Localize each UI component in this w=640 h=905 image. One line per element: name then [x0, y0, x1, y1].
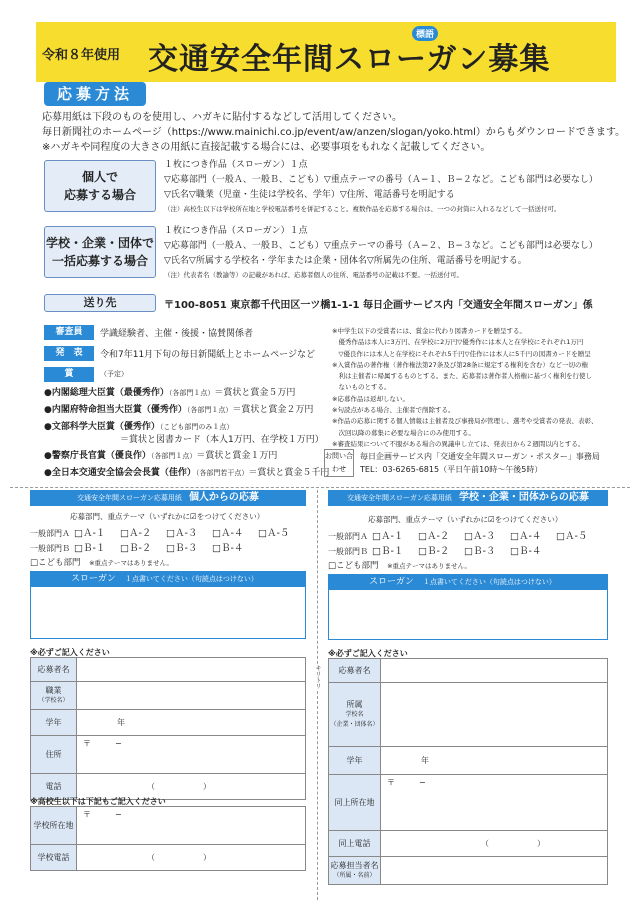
contact-phone: TEL：03-6265-6815（平日午前10時〜午後5時） [360, 465, 543, 474]
method-note: （注）高校生以下は学校所在地と学校電話番号を併記すること。複数作品を応募する場合は、一つの封筒に入れるなどして一括送付可。 [164, 205, 561, 213]
method-label-line: 学校・企業・団体で [45, 236, 154, 250]
slogan-field-right[interactable] [328, 574, 608, 640]
prize-item: ●全日本交通安全協会会長賞（佳作）（各部門若干点）＝賞状と賞金５千円 [44, 468, 330, 478]
field-label: 住所 [31, 736, 77, 774]
checkbox-b1[interactable]: □Ｂ-１ [74, 543, 106, 554]
checkbox-b2[interactable]: □Ｂ-２ [120, 543, 152, 554]
terms-notes [332, 326, 628, 450]
sendto-address: 〒100-8051 東京都千代田区一ツ橋1-1-1 毎日企画サービス内「交通安全年間スローガン」係 [164, 300, 593, 311]
intro-text [42, 110, 625, 155]
prizes-note: （予定） [100, 370, 128, 378]
kodomo-checkbox[interactable]: □こども部門 ※重点テーマはありません。 [328, 561, 471, 571]
year-label: 令和８年使用 [42, 48, 121, 63]
checkbox-a5[interactable]: □Ａ-５ [556, 531, 588, 542]
checkbox-a1[interactable]: □Ａ-１ [74, 528, 106, 539]
checkbox-a5[interactable]: □Ａ-５ [258, 528, 290, 539]
job-input[interactable] [77, 682, 306, 710]
form-right-title: 交通安全年間スローガン応募用紙 学校・企業・団体からの応募 [328, 490, 608, 506]
note-line: ないものとする。 [332, 383, 391, 392]
method-line: １枚につき作品（スローガン）１点 [164, 226, 308, 236]
announce-badge: 発 表 [44, 346, 94, 361]
checkbox-a2[interactable]: □Ａ-２ [418, 531, 450, 542]
note-line: 優秀作品は本人に3万円、在学校に2万円▽優秀作には本人と在学校にそれぞれ1万円 [332, 338, 584, 347]
category-row-b: 一般部門Ｂ □Ｂ-１ □Ｂ-２ □Ｂ-３ □Ｂ-４ [30, 540, 258, 554]
page-title: 交通安全年間スローガン募集 [148, 42, 551, 77]
prize-item: ●警察庁長官賞（優良作）（各部門１点）＝賞状と賞金１万円 [44, 451, 278, 461]
method-group-label [44, 226, 156, 278]
note-line: ※応募作品は返却しない。 [332, 394, 409, 403]
method-label-line: 一括応募する場合 [51, 254, 148, 268]
category-row-a: 一般部門Ａ □Ａ-１ □Ａ-２ □Ａ-３ □Ａ-４ □Ａ-５ [328, 528, 602, 542]
slogan-header: スローガン １点書いてください（句読点はつけない） [329, 575, 607, 590]
method-individual-text [164, 158, 598, 215]
how-to-apply-title: 応募方法 [44, 82, 146, 106]
prize-item: ●文部科学大臣賞（優秀作）（こども部門のみ１点） [44, 422, 234, 432]
prize-item-reward: ＝賞状と図書カード（本人1万円、在学校１万円） [120, 435, 324, 445]
method-note: （注）代表者名（教諭等）の記載があれば、応募者個人の住所、電話番号の記載は不要。一括送付可。 [164, 271, 463, 279]
field-label: 学校所在地 [31, 807, 77, 845]
note-line: ※中学生以下の受賞者には、賞金に代わり図書カードを贈呈する。 [332, 327, 526, 335]
method-label-line: 個人で [81, 170, 118, 184]
field-label: 応募者名 [31, 658, 77, 682]
address-input[interactable]: 〒 − [77, 736, 306, 774]
name-input[interactable] [381, 659, 608, 683]
checkbox-a3[interactable]: □Ａ-３ [166, 528, 198, 539]
contact-label: お問い合わせ [324, 449, 354, 477]
field-label: 応募者名 [329, 659, 381, 683]
method-line: ▽応募部門（一般Ａ、一般Ｂ、こども）▽重点テーマの番号（Ａ−１、Ｂ−２など。こども部門は必要なし） [164, 175, 598, 185]
required-note: ※必ずご記入ください [328, 649, 408, 658]
note-line: 次回以降の募集に必要な場合にのみ使用する。 [332, 428, 475, 437]
address-input[interactable]: 〒 − [381, 775, 608, 831]
cut-line-horizontal [10, 487, 630, 488]
intro-line: ※ハガキや同程度の大きさの用紙に直接記載する場合には、必要事項をもれなく記載してください。 [42, 142, 491, 153]
announce-text: 令和7年11月下旬の毎日新聞紙上とホームページなど [100, 350, 315, 360]
method-line: ▽氏名▽職業（児童・生徒は学校名、学年）▽住所、電話番号を明記する [164, 190, 455, 200]
method-individual-label [44, 160, 156, 212]
right-applicant-table [328, 658, 608, 885]
note-line: 利は主催者に帰属するものとする。また、応募者は著作者人格権に基づく権利を行使し [332, 372, 592, 381]
field-label: 学校電話 [31, 845, 77, 871]
field-label: 応募担当者名 （所属・名前） [329, 857, 381, 885]
grade-input[interactable]: 年 [381, 747, 608, 775]
field-label: 学年 [329, 747, 381, 775]
checkbox-b1[interactable]: □Ｂ-１ [372, 546, 404, 557]
prize-item: ●内閣府特命担当大臣賞（優秀作）（各部門１点）＝賞状と賞金２万円 [44, 405, 314, 415]
field-label: 同上所在地 [329, 775, 381, 831]
school-address-input[interactable]: 〒 − [77, 807, 306, 845]
hs-note: ※高校生以下は下記もご記入ください [30, 797, 166, 806]
note-line: ※句読点がある場合、主催者で削除する。 [332, 406, 455, 415]
method-label-line: 応募する場合 [63, 188, 136, 202]
cut-label: キリトリ [314, 665, 321, 689]
checkbox-a4[interactable]: □Ａ-４ [212, 528, 244, 539]
affiliation-input[interactable] [381, 683, 608, 747]
checkbox-b2[interactable]: □Ｂ-２ [418, 546, 450, 557]
method-line: ▽氏名▽所属する学校名・学年または企業・団体名▽所属先の住所、電話番号を明記する。 [164, 256, 527, 266]
grade-input[interactable]: 年 [77, 710, 306, 736]
phone-input[interactable]: （ ） [381, 831, 608, 857]
checkbox-a3[interactable]: □Ａ-３ [464, 531, 496, 542]
kodomo-checkbox[interactable]: □こども部門 ※重点テーマはありません。 [30, 558, 173, 568]
category-note: 応募部門、重点テーマ（いずれかに☑をつけてください） [368, 515, 563, 524]
note-line: ※入賞作品の著作権（著作権法第27条及び第28条に規定する権利を含む）など一切の権 [332, 360, 588, 369]
field-label: 職業 （学校名） [31, 682, 77, 710]
category-row-a: 一般部門Ａ □Ａ-１ □Ａ-２ □Ａ-３ □Ａ-４ □Ａ-５ [30, 525, 304, 539]
form-left-title: 交通安全年間スローガン応募用紙 個人からの応募 [30, 490, 306, 506]
contact-info [360, 450, 600, 476]
slogan-header: スローガン １点書いてください（句読点はつけない） [31, 572, 305, 587]
checkbox-a4[interactable]: □Ａ-４ [510, 531, 542, 542]
slogan-field-left[interactable] [30, 571, 306, 639]
left-school-table [30, 806, 306, 871]
method-line: １枚につき作品（スローガン）１点 [164, 160, 308, 170]
intro-line: 毎日新聞社のホームページ（https://www.mainichi.co.jp/event/aw/anzen/slogan/yoko.html）からもダウンロードできます。 [42, 127, 626, 138]
school-phone-input[interactable]: （ ） [77, 845, 306, 871]
required-note: ※必ずご記入ください [30, 648, 110, 657]
judges-badge: 審査員 [44, 325, 94, 340]
intro-line: 応募用紙は下段のものを使用し、ハガキに貼付するなどして活用してください。 [42, 112, 402, 123]
checkbox-b3[interactable]: □Ｂ-３ [166, 543, 198, 554]
prizes-badge: 賞 [44, 367, 94, 382]
sendto-label: 送り先 [44, 294, 156, 312]
ruby-tag: 標語 [412, 26, 438, 41]
cut-line-vertical [317, 490, 318, 900]
field-label: 学年 [31, 710, 77, 736]
name-input[interactable] [77, 658, 306, 682]
field-label: 所属 学校名 （企業・団体名） [329, 683, 381, 747]
note-line: ※作品の応募に関する個人情報は主催者及び事務局が管理し、選考や受賞者の発表、表彰、 [332, 417, 598, 426]
note-line: ※審査結果について不服がある場合の異議申し立ては、発表日から２週間以内とする。 [332, 439, 585, 448]
field-label: 電話 [31, 774, 77, 800]
checkbox-a2[interactable]: □Ａ-２ [120, 528, 152, 539]
method-group-text [164, 224, 598, 281]
prize-item: ●内閣総理大臣賞（最優秀作）（各部門１点）＝賞状と賞金５万円 [44, 388, 296, 398]
phone-input[interactable]: （ ） [77, 774, 306, 800]
category-row-b: 一般部門Ｂ □Ｂ-１ □Ｂ-２ □Ｂ-３ □Ｂ-４ [328, 543, 556, 557]
contact-line: 毎日企画サービス内「交通安全年間スローガン・ポスター」事務局 [360, 452, 600, 461]
contact-person-input[interactable] [381, 857, 608, 885]
checkbox-a1[interactable]: □Ａ-１ [372, 531, 404, 542]
checkbox-b3[interactable]: □Ｂ-３ [464, 546, 496, 557]
method-line: ▽応募部門（一般Ａ、一般Ｂ、こども）▽重点テーマの番号（Ａ−２、Ｂ−３など。こども部門は必要なし） [164, 241, 598, 251]
note-line: ▽優良作には本人と在学校にそれぞれ5千円▽佳作には本人に5千円の図書カードを贈呈 [332, 349, 591, 358]
category-note: 応募部門、重点テーマ（いずれかに☑をつけてください） [70, 512, 265, 521]
judges-text: 学識経験者、主催・後援・協賛関係者 [100, 329, 254, 339]
checkbox-b4[interactable]: □Ｂ-４ [212, 543, 244, 554]
field-label: 同上電話 [329, 831, 381, 857]
left-applicant-table [30, 657, 306, 800]
checkbox-b4[interactable]: □Ｂ-４ [510, 546, 542, 557]
